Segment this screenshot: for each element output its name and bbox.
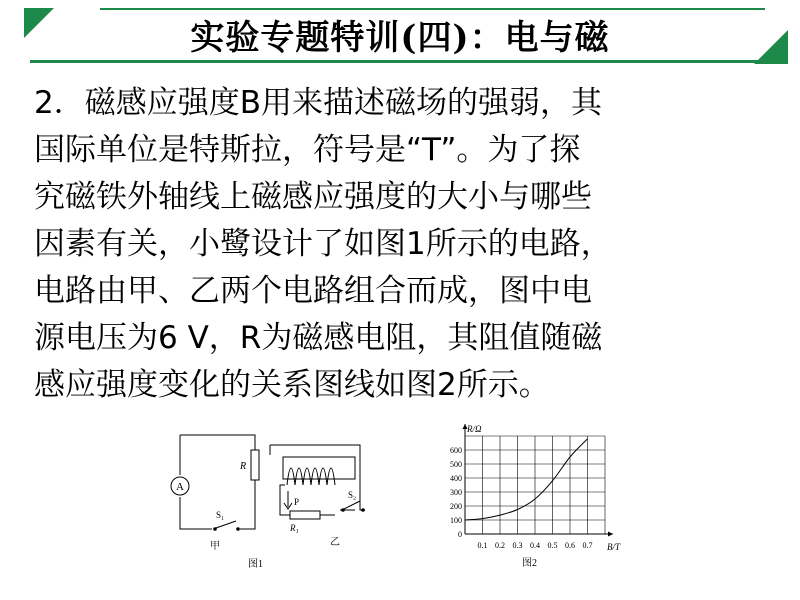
title-underline [30,60,770,63]
x-tick-label: 0.6 [565,541,575,550]
slider-p-label: P [294,497,300,507]
switch-s2-label: S₂ [348,490,357,500]
figure-1-caption: 图1 [248,559,263,570]
ammeter-label: A [176,481,184,493]
question-line: 感应强度变化的关系图线如图2所示。 [34,367,550,403]
x-axis-label: B/T [607,542,621,552]
question-line: 国际单位是特斯拉，符号是“T”。为了探 [34,132,581,168]
x-tick-label: 0.7 [582,541,593,550]
rheostat-label: R₁ [290,523,299,533]
question-line: 源电压为6 V，R为磁感电阻，其阻值随磁 [34,320,603,356]
x-tick-label: 0.1 [477,541,488,550]
y-tick-label: 300 [450,488,462,497]
question-line: 电路由甲、乙两个电路组合而成，图中电 [34,273,592,309]
switch-s2-icon [344,501,360,509]
page-title: 实验专题特训(四)：电与磁 [190,18,610,58]
question-line: 2．磁感应强度B用来描述磁场的强弱，其 [34,85,602,121]
circuit-a-label: 甲 [210,541,220,552]
resistance-curve [465,439,588,520]
y-tick-label: 400 [450,474,462,483]
figure-2-caption: 图2 [522,558,537,569]
switch-s1-icon [216,521,236,528]
question-line: 因素有关，小鹭设计了如图1所示的电路， [34,226,612,262]
y-axis-label: R/Ω [467,424,482,434]
x-tick-label: 0.3 [512,541,523,550]
question-text [34,80,774,409]
switch-s1-label: S₁ [216,510,225,520]
question-line: 究磁铁外轴线上磁感应强度的大小与哪些 [34,179,592,215]
resistor-r-label: R [240,461,247,472]
x-tick-label: 0.2 [495,541,505,550]
y-tick-label: 500 [450,460,462,469]
figure-1-circuit [160,425,390,575]
slider-icon [284,491,292,509]
x-tick-label: 0.5 [547,541,558,550]
y-tick-label: 600 [450,446,462,455]
x-axis-arrow [608,532,613,537]
magnetoresistor-icon [251,450,259,480]
circuit-b-label: 乙 [330,537,340,548]
y-tick-label: 100 [450,516,462,525]
y-tick-label: 200 [450,502,462,511]
figure-2-chart [425,418,635,578]
x-tick-label: 0.4 [530,541,540,550]
y-tick-label: 0 [458,530,462,539]
rheostat-icon [290,511,320,519]
